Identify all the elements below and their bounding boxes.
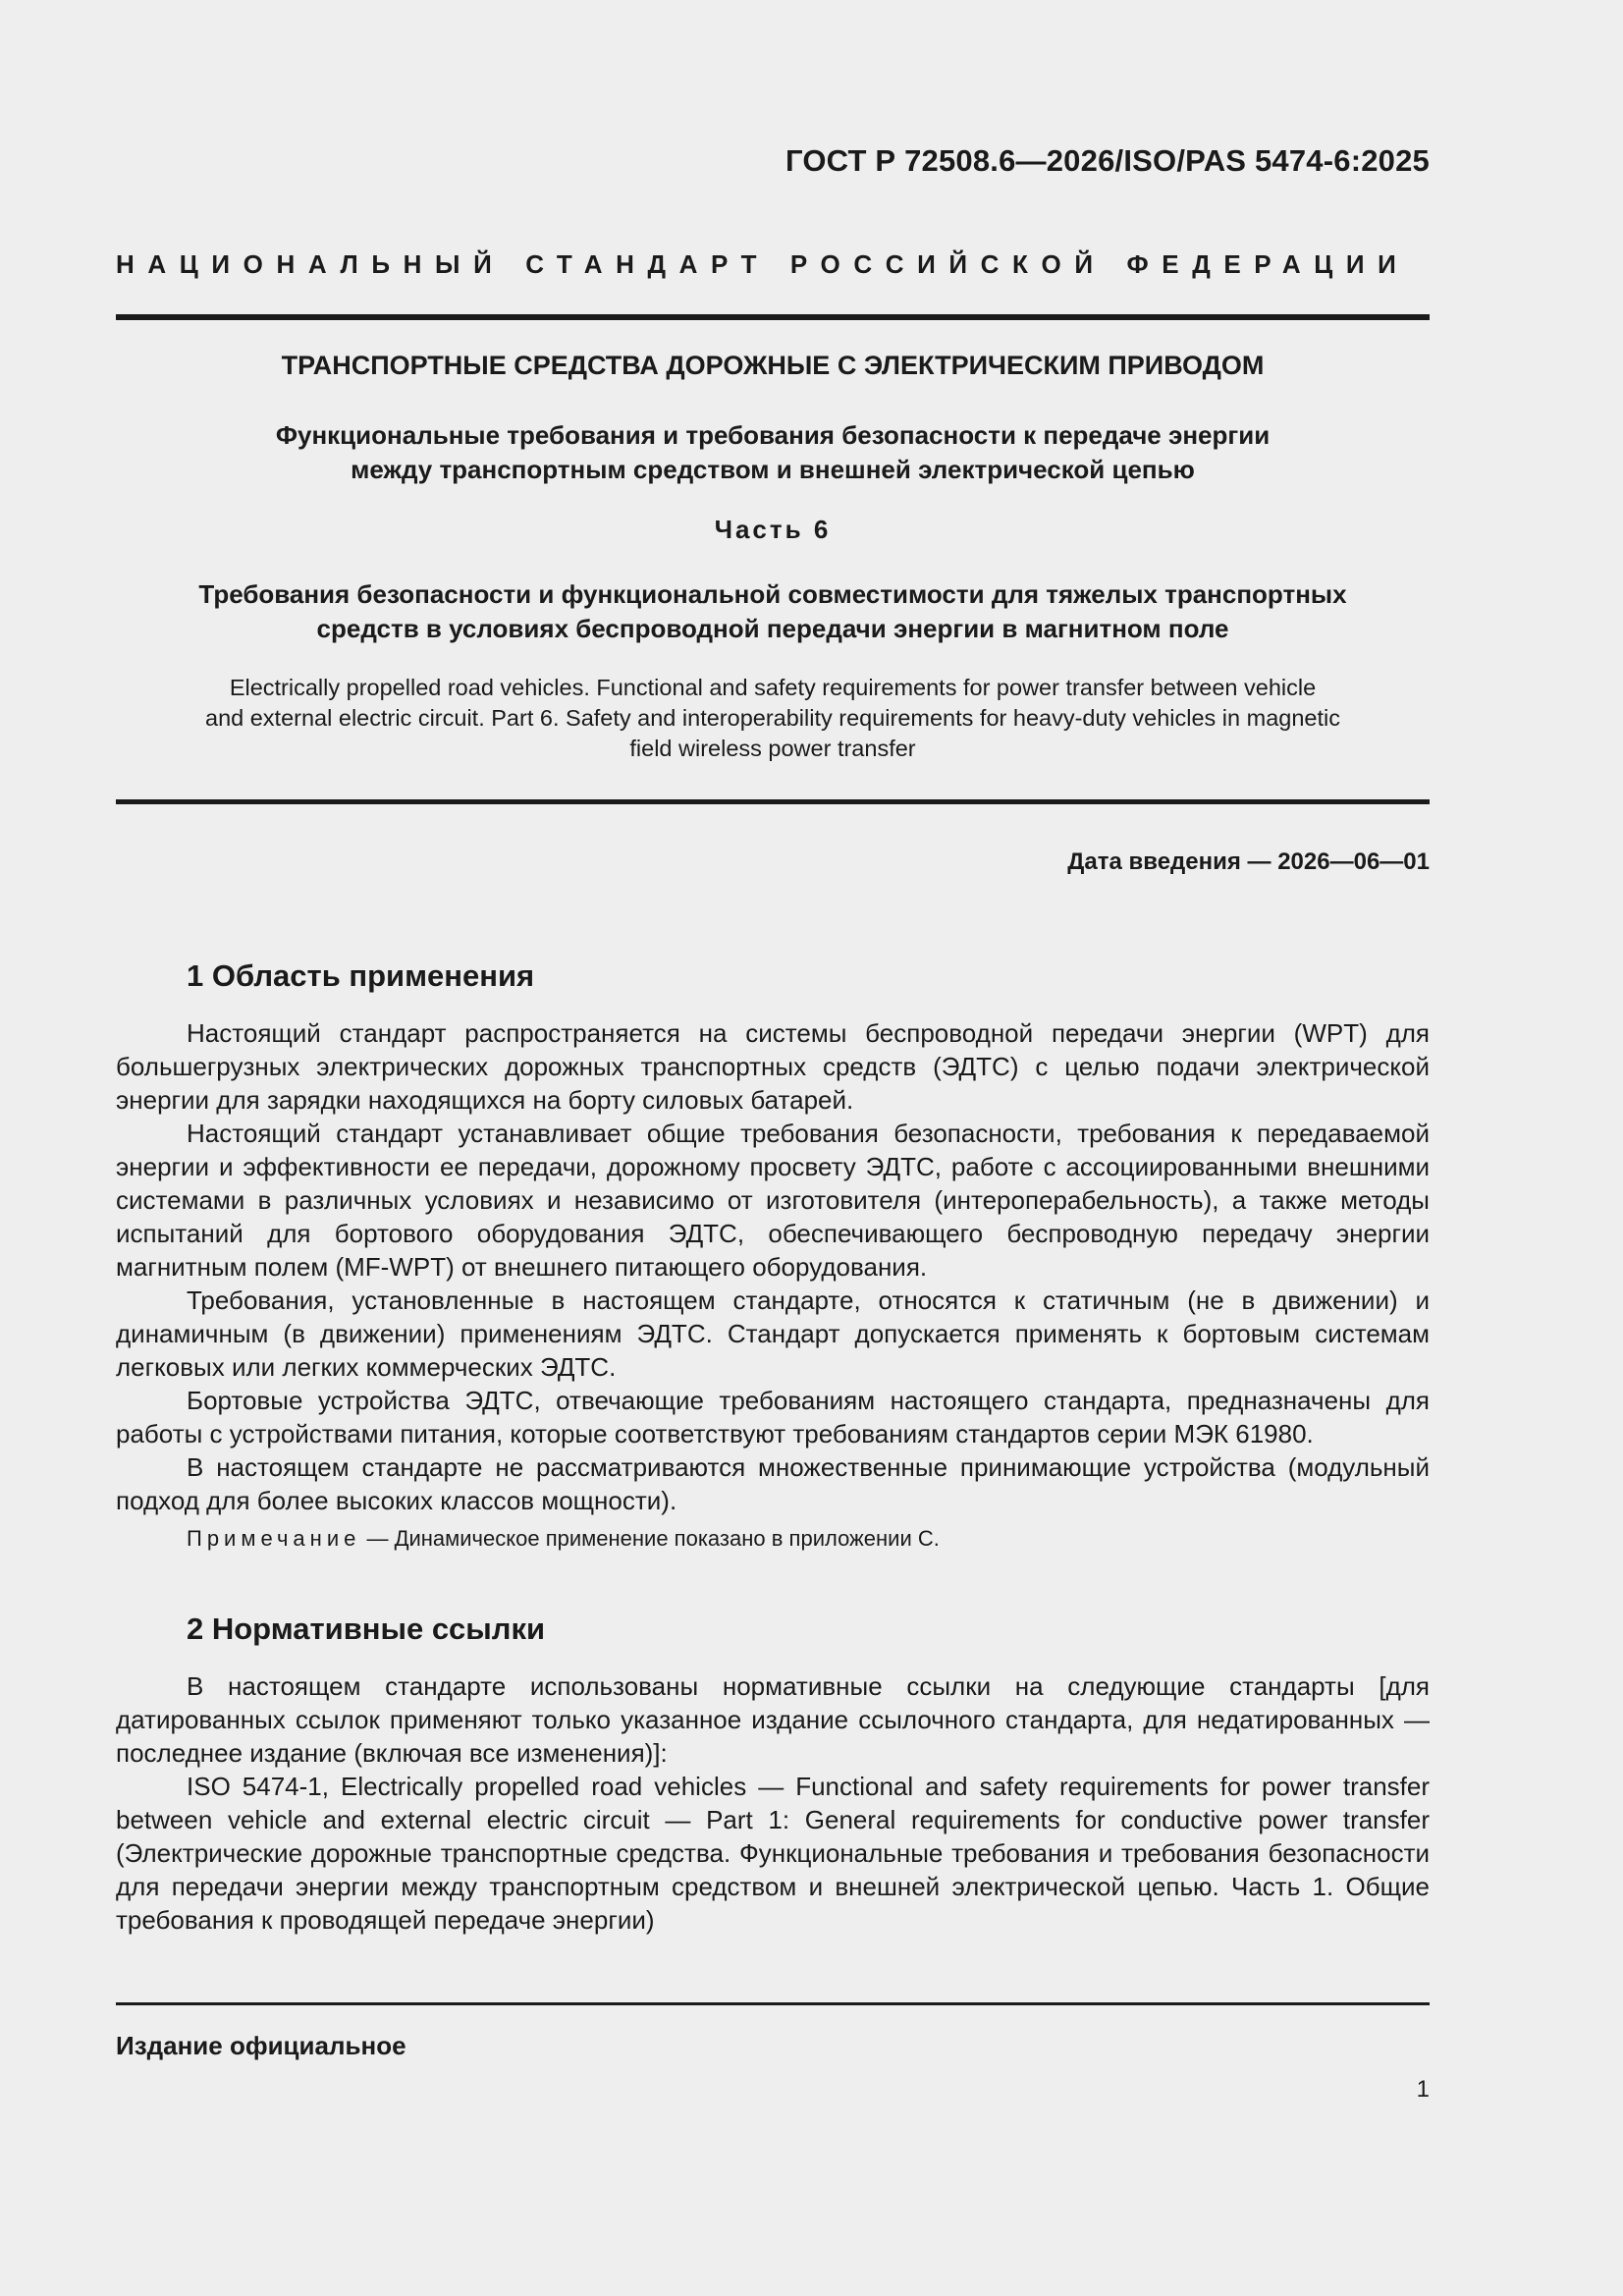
english-title-line: Electrically propelled road vehicles. Functional and safety requirements for power transfer between vehicle	[229, 675, 1317, 700]
paragraph: Настоящий стандарт распространяется на системы беспроводной передачи энергии (WPT) для большегрузных электрических дорожных транспортных средств (ЭДТС) с целью подачи электрической энергии для зарядки находящихся на борту силовых батарей.	[116, 1018, 1430, 1115]
paragraph: В настоящем стандарте использованы нормативные ссылки на следующие стандарты [для датированных ссылок применяют только указанное издание ссылочного стандарта, для недатированных — последнее издание (включая все изменения)]:	[116, 1671, 1430, 1768]
note-label: Примечание	[187, 1526, 361, 1551]
subtitle-line: между транспортным средством и внешней электрической цепью	[351, 455, 1195, 484]
section-body	[116, 1016, 1430, 1517]
paragraph: Настоящий стандарт устанавливает общие требования безопасности, требования к передаваемой энергии и эффективности ее передачи, дорожному просвету ЭДТС, работе с ассоциированными внешними системами в различных условиях и независимо от изготовителя (интероперабельность), а также методы испытаний для бортового оборудования ЭДТС, обеспечивающего беспроводную передачу энергии магнитным полем (MF-WPT) от внешнего питающего оборудования.	[116, 1119, 1430, 1282]
top-rule	[116, 314, 1430, 320]
part-title-line: средств в условиях беспроводной передачи энергии в магнитном поле	[316, 614, 1229, 643]
subtitle	[116, 418, 1430, 487]
part-title	[116, 577, 1430, 646]
page-number: 1	[1416, 2076, 1430, 2103]
section-heading: 2 Нормативные ссылки	[187, 1612, 546, 1646]
official-edition-label: Издание официальное	[116, 2031, 406, 2060]
part-label: Часть 6	[714, 515, 832, 544]
paragraph: В настоящем стандарте не рассматриваются множественные принимающие устройства (модульный подход для более высоких классов мощности).	[116, 1452, 1430, 1515]
document-number: ГОСТ Р 72508.6—2026/ISO/PAS 5474-6:2025	[784, 143, 1430, 178]
part-title-line: Требования безопасности и функциональной совместимости для тяжелых транспортных	[198, 579, 1347, 609]
english-title-line: and external electric circuit. Part 6. Safety and interoperability requirements for heavy-duty vehicles in magnetic	[205, 705, 1340, 731]
introduction-date: Дата введения — 2026—06—01	[1067, 848, 1430, 875]
note	[187, 1526, 940, 1552]
paragraph: Требования, установленные в настоящем стандарте, относятся к статичным (не в движении) и динамичным (в движении) применениям ЭДТС. Стандарт допускается применять к бортовым системам легковых или легких коммерческих ЭДТС.	[116, 1285, 1430, 1382]
main-title: ТРАНСПОРТНЫЕ СРЕДСТВА ДОРОЖНЫЕ С ЭЛЕКТРИЧЕСКИМ ПРИВОДОМ	[281, 351, 1265, 380]
title-bottom-rule	[116, 799, 1430, 804]
national-standard-title: НАЦИОНАЛЬНЫЙ СТАНДАРТ РОССИЙСКОЙ ФЕДЕРАЦИИ	[116, 249, 1410, 279]
subtitle-line: Функциональные требования и требования безопасности к передаче энергии	[275, 420, 1271, 450]
paragraph: ISO 5474-1, Electrically propelled road vehicles — Functional and safety requirements for power transfer between vehicle and external electric circuit — Part 1: General requirements for conductive power transfer (Электрические дорожные транспортные средства. Функциональные требования и требования безопасности для передачи энергии между транспортным средством и внешней электрической цепью. Часть 1. Общие требования к проводящей передаче энергии)	[116, 1772, 1430, 1935]
section-heading: 1 Область применения	[187, 958, 535, 993]
english-title-line: field wireless power transfer	[629, 736, 916, 761]
document-page	[116, 0, 1430, 2296]
paragraph: Бортовые устройства ЭДТС, отвечающие требованиям настоящего стандарта, предназначены для работы с устройствами питания, которые соответствуют требованиям стандартов серии МЭК 61980.	[116, 1386, 1430, 1449]
english-title	[116, 673, 1430, 764]
note-text: — Динамическое применение показано в приложении С.	[360, 1526, 940, 1551]
section-body	[116, 1669, 1430, 1937]
footer-rule	[116, 2002, 1430, 2005]
